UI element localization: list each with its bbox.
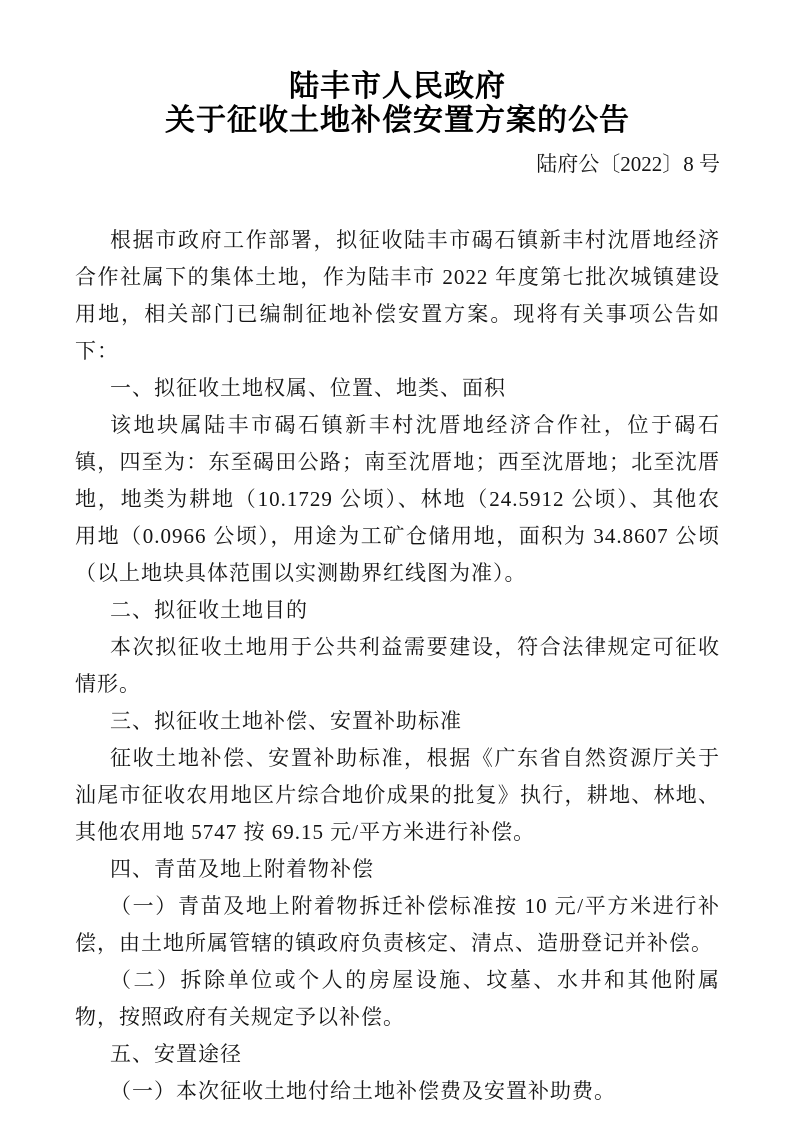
title-line-1: 陆丰市人民政府 bbox=[289, 70, 506, 103]
doc-number: 陆府公〔2022〕8 号 bbox=[536, 152, 720, 176]
paragraph: 根据市政府工作部署，拟征收陆丰市碣石镇新丰村沈厝地经济合作社属下的集体土地，作为陆丰市 2022 年度第七批次城镇建设用地，相关部门已编制征地补偿安置方案。现将有关事项公告如下： bbox=[75, 228, 720, 363]
title-line-2: 关于征收土地补偿安置方案的公告 bbox=[165, 104, 630, 137]
document-title bbox=[75, 70, 720, 138]
document-body bbox=[75, 222, 720, 1110]
paragraph: （一）本次征收土地付给土地补偿费及安置补助费。 bbox=[110, 1079, 616, 1103]
section-heading: 四、青苗及地上附着物补偿 bbox=[110, 857, 374, 881]
paragraph: 该地块属陆丰市碣石镇新丰村沈厝地经济合作社，位于碣石镇，四至为：东至碣田公路；南至沈厝地；西至沈厝地；北至沈厝地，地类为耕地（10.1729 公顷）、林地（24.5912 公顷）、其他农用地（0.0966 公顷），用途为工矿仓储用地，面积为 34.8607 公顷（以上地块具体范围以实测勘界红线图为准）。 bbox=[75, 413, 720, 585]
paragraph: 征收土地补偿、安置补助标准，根据《广东省自然资源厅关于汕尾市征收农用地区片综合地价成果的批复》执行，耕地、林地、其他农用地 5747 按 69.15 元/平方米进行补偿。 bbox=[75, 746, 720, 844]
section-heading: 五、安置途径 bbox=[110, 1042, 242, 1066]
paragraph: 本次拟征收土地用于公共利益需要建设，符合法律规定可征收情形。 bbox=[75, 635, 720, 696]
section-heading: 三、拟征收土地补偿、安置补助标准 bbox=[110, 709, 462, 733]
paragraph: （二）拆除单位或个人的房屋设施、坟墓、水井和其他附属物，按照政府有关规定予以补偿。 bbox=[75, 968, 720, 1029]
section-heading: 二、拟征收土地目的 bbox=[110, 598, 308, 622]
section-heading: 一、拟征收土地权属、位置、地类、面积 bbox=[110, 376, 506, 400]
paragraph: （一）青苗及地上附着物拆迁补偿标准按 10 元/平方米进行补偿，由土地所属管辖的镇政府负责核定、清点、造册登记并补偿。 bbox=[75, 894, 720, 955]
